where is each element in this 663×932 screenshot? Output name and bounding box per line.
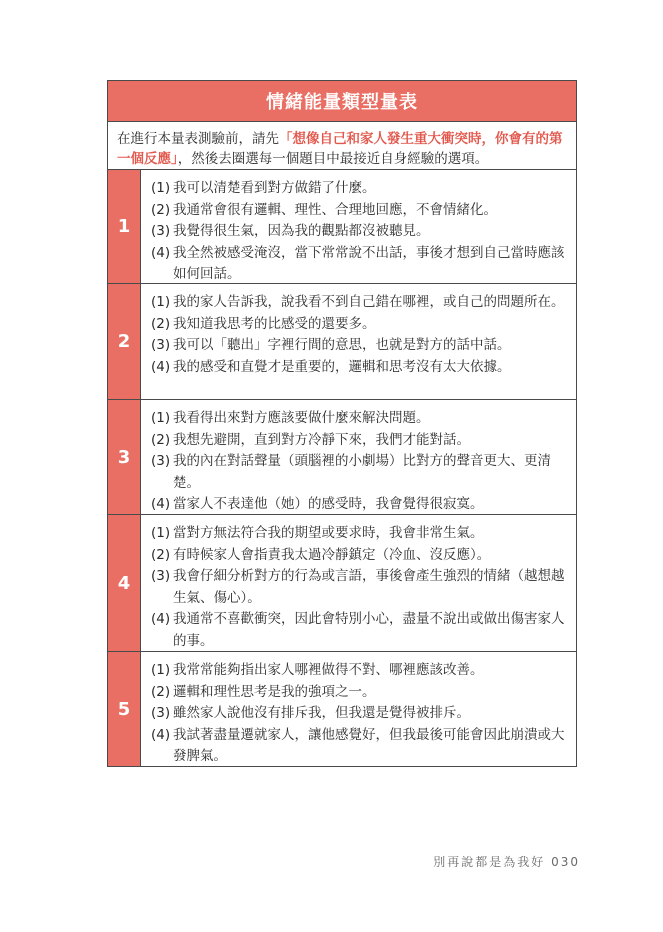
question-number: 1 bbox=[108, 170, 141, 283]
intro-text bbox=[108, 122, 576, 170]
option-text: 我試著盡量遷就家人，讓他感覺好，但我最後可能會因此崩潰或大發脾氣。 bbox=[173, 726, 565, 764]
question-row-2 bbox=[108, 284, 576, 400]
option-label: (4) bbox=[151, 244, 171, 261]
option-item bbox=[151, 200, 570, 222]
option-label: (4) bbox=[151, 611, 171, 627]
option-text: 我通常不喜歡衝突，因此會特別小心，盡量不說出或做出傷害家人的事。 bbox=[173, 611, 565, 649]
option-item bbox=[151, 609, 570, 652]
option-text: 我知道我思考的比感受的還要多。 bbox=[173, 315, 376, 332]
question-options bbox=[141, 400, 576, 514]
question-number: 5 bbox=[108, 652, 141, 766]
option-item bbox=[151, 494, 570, 516]
option-label: (1) bbox=[151, 294, 171, 310]
question-number: 3 bbox=[108, 400, 141, 514]
option-label: (4) bbox=[151, 358, 171, 375]
option-label: (2) bbox=[151, 431, 171, 448]
question-row-4 bbox=[108, 515, 576, 652]
option-label: (4) bbox=[151, 726, 171, 743]
option-item bbox=[151, 566, 570, 609]
question-options bbox=[141, 652, 576, 766]
option-label: (3) bbox=[151, 705, 171, 721]
option-item bbox=[151, 357, 570, 379]
option-item bbox=[151, 314, 570, 336]
option-text: 我全然被感受淹沒，當下常常說不出話，事後才想到自己當時應該如何回話。 bbox=[173, 244, 565, 282]
option-text: 我覺得很生氣，因為我的觀點都沒被聽見。 bbox=[173, 223, 430, 239]
intro-before: 在進行本量表測驗前，請先 bbox=[117, 131, 279, 147]
option-item bbox=[151, 660, 570, 682]
option-label: (2) bbox=[151, 546, 171, 563]
option-item bbox=[151, 178, 570, 200]
option-text: 我常常能夠指出家人哪裡做得不對、哪裡應該改善。 bbox=[173, 662, 484, 678]
question-options bbox=[141, 284, 576, 399]
option-label: (1) bbox=[151, 410, 171, 426]
question-row-5 bbox=[108, 652, 576, 766]
option-item bbox=[151, 292, 570, 314]
option-text: 當家人不表達他（她）的感受時，我會覺得很寂寞。 bbox=[173, 496, 484, 512]
option-label: (3) bbox=[151, 337, 171, 353]
question-number: 2 bbox=[108, 284, 141, 399]
option-label: (1) bbox=[151, 525, 171, 541]
option-item bbox=[151, 451, 570, 494]
option-item bbox=[151, 725, 570, 768]
option-item bbox=[151, 682, 570, 704]
question-number: 4 bbox=[108, 515, 141, 651]
option-label: (4) bbox=[151, 496, 171, 512]
option-label: (2) bbox=[151, 683, 171, 700]
page-footer: 別再說都是為我好 030 bbox=[433, 855, 580, 869]
question-row-1 bbox=[108, 170, 576, 284]
option-text: 當對方無法符合我的期望或要求時，我會非常生氣。 bbox=[173, 525, 484, 541]
option-item bbox=[151, 430, 570, 452]
option-label: (3) bbox=[151, 453, 171, 469]
option-item bbox=[151, 221, 570, 243]
table-title: 情緒能量類型量表 bbox=[108, 81, 576, 122]
option-text: 有時候家人會指責我太過冷靜鎮定（冷血、沒反應）。 bbox=[173, 546, 491, 563]
option-text: 我通常會很有邏輯、理性、合理地回應，不會情緒化。 bbox=[173, 201, 497, 218]
option-text: 我看得出來對方應該要做什麼來解決問題。 bbox=[173, 410, 430, 426]
option-label: (3) bbox=[151, 568, 171, 584]
option-item bbox=[151, 408, 570, 430]
intro-highlight: 「想像自己和家人發生重大衝突時，你會有的第一個反應」 bbox=[117, 131, 563, 167]
option-label: (2) bbox=[151, 315, 171, 332]
option-text: 我的內在對話聲量（頭腦裡的小劇場）比對方的聲音更大、更清楚。 bbox=[173, 453, 551, 491]
option-item bbox=[151, 545, 570, 567]
option-label: (3) bbox=[151, 223, 171, 239]
option-text: 雖然家人說他沒有排斥我，但我還是覺得被排斥。 bbox=[173, 705, 470, 721]
option-label: (2) bbox=[151, 201, 171, 218]
option-text: 我可以清楚看到對方做錯了什麼。 bbox=[173, 180, 376, 196]
intro-after: ，然後去圈選每一個題目中最接近自身經驗的選項。 bbox=[177, 151, 489, 167]
question-options bbox=[141, 170, 576, 283]
option-text: 我的感受和直覺才是重要的，邏輯和思考沒有太大依據。 bbox=[173, 358, 511, 375]
option-item bbox=[151, 243, 570, 286]
option-item bbox=[151, 523, 570, 545]
option-text: 邏輯和理性思考是我的強項之一。 bbox=[173, 683, 376, 700]
scale-table bbox=[107, 80, 577, 767]
option-label: (1) bbox=[151, 662, 171, 678]
option-item bbox=[151, 703, 570, 725]
question-options bbox=[141, 515, 576, 651]
option-label: (1) bbox=[151, 180, 171, 196]
option-text: 我想先避開，直到對方冷靜下來，我們才能對話。 bbox=[173, 431, 470, 448]
option-item bbox=[151, 335, 570, 357]
option-text: 我的家人告訴我，說我看不到自己錯在哪裡，或自己的問題所在。 bbox=[173, 294, 565, 310]
option-text: 我會仔細分析對方的行為或言語，事後會產生強烈的情緒（越想越生氣、傷心）。 bbox=[173, 568, 565, 606]
question-row-3 bbox=[108, 400, 576, 515]
option-text: 我可以「聽出」字裡行間的意思，也就是對方的話中話。 bbox=[173, 337, 511, 353]
